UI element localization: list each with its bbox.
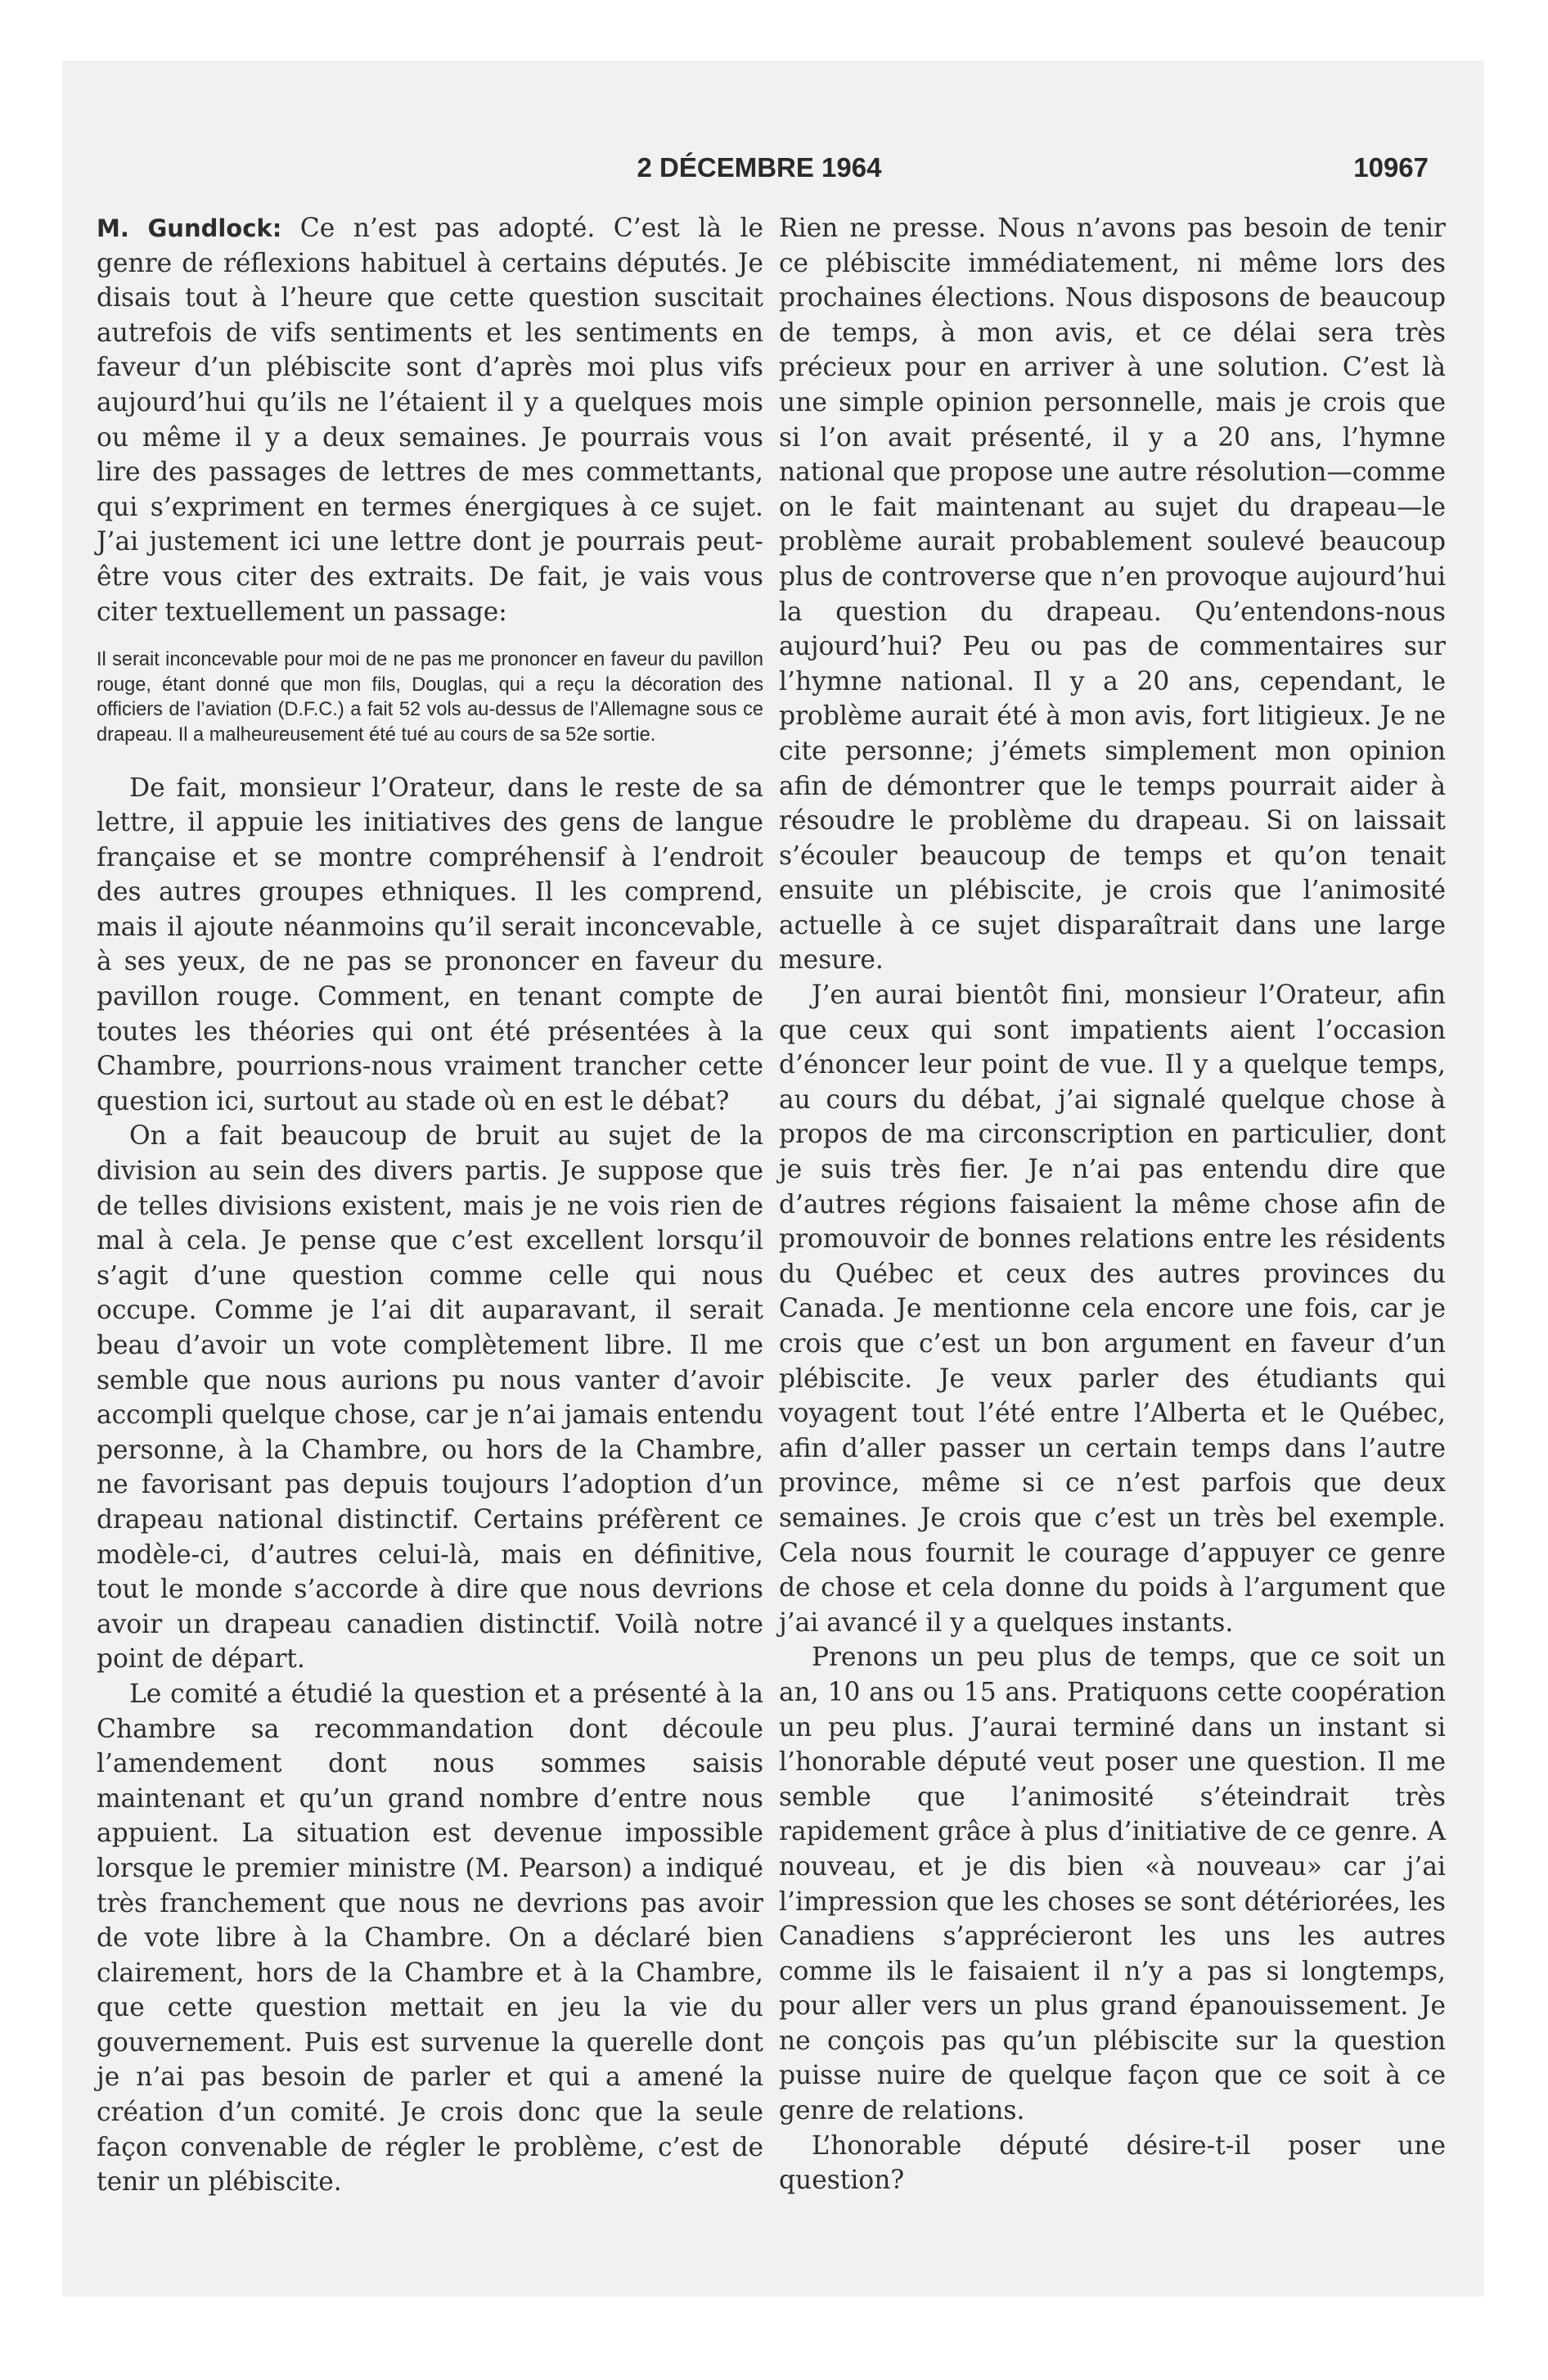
- letter-quote: [97, 647, 763, 747]
- left-column: [97, 211, 763, 2200]
- paragraph-text: Ce n’est pas adopté. C’est là le genre de réflexions habituel à certains députés. Je disais tout à l’heure que cette question suscitait autrefois de vifs sentiments et les sentiments en faveur d’un plébiscite sont d’après moi plus vifs aujourd’hui qu’ils ne l’étaient il y a quelques mois ou même il y a deux semaines. Je pourrais vous lire des passages de lettres de mes commettants, qui s’expriment en termes énergiques à ce sujet. J’ai justement ici une lettre dont je pourrais peut-être vous citer des extraits. De fait, je vais vous citer textuellement un passage:: [97, 214, 764, 627]
- header-date: 2 DÉCEMBRE 1964: [637, 152, 882, 183]
- paragraph: J’en aurai bientôt fini, monsieur l’Orateur, afin que ceux qui sont impatients aient l’occasion d’énoncer leur point de vue. Il y a quelque temps, au cours du débat, j’ai signalé quelque chose à propos de ma circonscription en particulier, dont je suis très fier. Je n’ai pas entendu dire que d’autres régions faisaient la même chose afin de promouvoir de bonnes relations entre les résidents du Québec et ceux des autres provinces du Canada. Je mentionne cela encore une fois, car je crois que c’est un bon argument en faveur d’un plébiscite. Je veux parler des étudiants qui voyagent tout l’été entre l’Alberta et le Québec, afin d’aller passer un certain temps dans l’autre province, même si ce n’est parfois que deux semaines. Je crois que c’est un très bel exemple. Cela nous fournit le courage d’appuyer ce genre de chose et cela donne du poids à l’argument que j’ai avancé il y a quelques instants.: [779, 980, 1446, 1638]
- speaker-name: M. Gundlock:: [97, 214, 282, 242]
- paragraph: [97, 211, 763, 629]
- paragraph: Rien ne presse. Nous n’avons pas besoin de tenir ce plébiscite immédiatement, ni même lors des prochaines élections. Nous disposons de beaucoup de temps, à mon avis, et ce délai sera très précieux pour en arriver à une solution. C’est là une simple opinion personnelle, mais je crois que si l’on avait présenté, il y a 20 ans, l’hymne national que propose une autre résolution—comme on le fait maintenant au sujet du drapeau—le problème aurait probablement soulevé beaucoup plus de controverse que n’en provoque aujourd’hui la question du drapeau. Qu’entendons-nous aujourd’hui? Peu ou pas de commentaires sur l’hymne national. Il y a 20 ans, cependant, le problème aurait été à mon avis, fort litigieux. Je ne cite personne; j’émets simplement mon opinion afin de démontrer que le temps pourrait aider à résoudre le problème du drapeau. Si on laissait s’écouler beaucoup de temps et qu’on tenait ensuite un plébiscite, je crois que l’animosité actuelle à ce sujet disparaîtrait dans une large mesure.: [779, 214, 1446, 976]
- page-number: 10967: [1353, 152, 1429, 183]
- paragraph: Le comité a étudié la question et a présenté à la Chambre sa recommandation dont découle l’amendement dont nous sommes saisis maintenant et qu’un grand nombre d’entre nous appuient. La situation est devenue impossible lorsque le premier ministre (M. Pearson) a indiqué très franchement que nous ne devrions pas avoir de vote libre à la Chambre. On a déclaré bien clairement, hors de la Chambre et à la Chambre, que cette question mettait en jeu la vie du gouvernement. Puis est survenue la querelle dont je n’ai pas besoin de parler et qui a amené la création d’un comité. Je crois donc que la seule façon convenable de régler le problème, c’est de tenir un plébiscite.: [97, 1679, 763, 2197]
- quote-text: Il serait inconcevable pour moi de ne pas me prononcer en faveur du pavillon rouge, étant donné que mon fils, Douglas, qui a reçu la décoration des officiers de l’aviation (D.F.C.) a fait 52 vols au-dessus de l’Allemagne sous ce drapeau. Il a malheureusement été tué au cours de sa 52e sortie.: [97, 649, 763, 746]
- paragraph: Prenons un peu plus de temps, que ce soit un an, 10 ans ou 15 ans. Pratiquons cette coopération un peu plus. J’aurai terminé dans un instant si l’honorable député veut poser une question. Il me semble que l’animosité s’éteindrait très rapidement grâce à plus d’initiative de ce genre. A nouveau, et je dis bien «à nouveau» car j’ai l’impression que les choses se sont détériorées, les Canadiens s’apprécieront les uns les autres comme ils le faisaient il n’y a pas si longtemps, pour aller vers un plus grand épanouissement. Je ne conçois pas qu’un plébiscite sur la question puisse nuire de quelque façon que ce soit à ce genre de relations.: [779, 1643, 1446, 2126]
- paragraph: On a fait beaucoup de bruit au sujet de la division au sein des divers partis. Je suppose que de telles divisions existent, mais je ne vois rien de mal à cela. Je pense que c’est excellent lorsqu’il s’agit d’une question comme celle qui nous occupe. Comme je l’ai dit auparavant, il serait beau d’avoir un vote complètement libre. Il me semble que nous aurions pu nous vanter d’avoir accompli quelque chose, car je n’ai jamais entendu personne, à la Chambre, ou hors de la Chambre, ne favorisant pas depuis toujours l’adoption d’un drapeau national distinctif. Certains préfèrent ce modèle-ci, d’autres celui-là, mais en définitive, tout le monde s’accorde à dire que nous devrions avoir un drapeau canadien distinctif. Voilà notre point de départ.: [97, 1121, 763, 1675]
- page-header: [90, 88, 1429, 183]
- right-column: [779, 211, 1446, 2198]
- paragraph: L’honorable député désire-t-il poser une question?: [779, 2130, 1446, 2196]
- paragraph: De fait, monsieur l’Orateur, dans le reste de sa lettre, il appuie les initiatives des gens de langue française et se montre compréhensif à l’endroit des autres groupes ethniques. Il les comprend, mais il ajoute néanmoins qu’il serait inconcevable, à ses yeux, de ne pas se prononcer en faveur du pavillon rouge. Comment, en tenant compte de toutes les théories qui ont été présentées à la Chambre, pourrions-nous vraiment trancher cette question ici, surtout au stade où en est le débat?: [97, 773, 763, 1116]
